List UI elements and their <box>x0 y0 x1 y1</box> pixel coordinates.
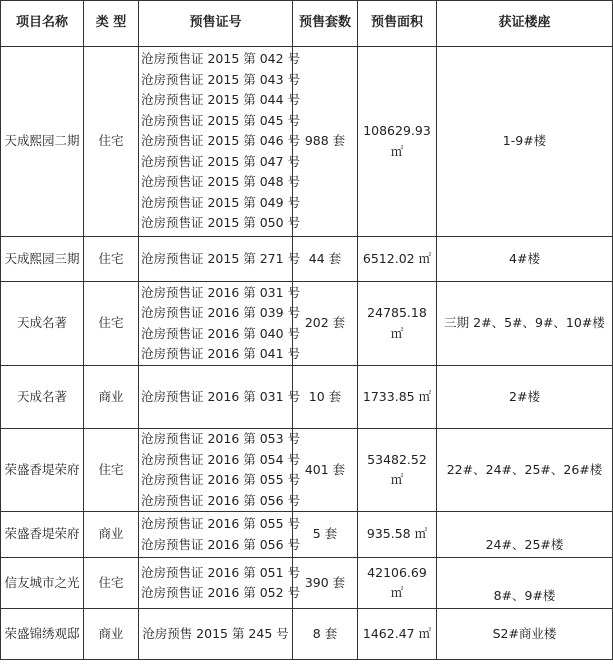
type-cell: 住宅 <box>84 237 139 282</box>
table-row <box>1 282 613 366</box>
area-cell: 53482.52 ㎡ <box>358 429 437 512</box>
buildings-cell: 22#、24#、25#、26#楼 <box>437 429 613 512</box>
cert-number: 沧房预售证 2015 第 042 号 <box>141 51 301 67</box>
area-cell: 935.58 ㎡ <box>358 512 437 558</box>
buildings-cell: 8#、9#楼 <box>437 558 613 609</box>
project-name-cell: 荣盛香堤荣府 <box>1 512 84 558</box>
units-cell: 44 套 <box>293 237 358 282</box>
buildings-cell: 24#、25#楼 <box>437 512 613 558</box>
buildings-cell: 2#楼 <box>437 366 613 429</box>
cert-number: 沧房预售证 2016 第 054 号 <box>141 451 301 467</box>
header-area: 预售面积 <box>358 1 437 47</box>
cert-number: 沧房预售证 2015 第 048 号 <box>141 174 301 190</box>
buildings-cell: 4#楼 <box>437 237 613 282</box>
cert-cell <box>139 609 293 660</box>
project-name-cell: 天成名著 <box>1 282 84 366</box>
units-cell: 5 套 <box>293 512 358 558</box>
table-row <box>1 558 613 609</box>
table-row <box>1 47 613 237</box>
cert-number: 沧房预售证 2015 第 043 号 <box>141 71 301 87</box>
units-cell: 988 套 <box>293 47 358 237</box>
type-cell: 住宅 <box>84 47 139 237</box>
project-name-cell: 荣盛锦绣观邸 <box>1 609 84 660</box>
header-units: 预售套数 <box>293 1 358 47</box>
table-row <box>1 429 613 512</box>
type-cell: 住宅 <box>84 282 139 366</box>
cert-number: 沧房预售证 2016 第 053 号 <box>141 431 301 446</box>
cert-number: 沧房预售证 2016 第 055 号 <box>141 516 301 531</box>
cert-number: 沧房预售证 2015 第 044 号 <box>141 92 301 108</box>
cert-number: 沧房预售证 2016 第 055 号 <box>141 472 301 487</box>
units-cell: 401 套 <box>293 429 358 512</box>
project-name-cell: 信友城市之光 <box>1 558 84 609</box>
cert-number: 沧房预售证 2016 第 039 号 <box>141 305 301 320</box>
header-cert-no: 预售证号 <box>139 1 293 47</box>
table-row <box>1 609 613 660</box>
area-cell: 108629.93 ㎡ <box>358 47 437 237</box>
area-cell: 42106.69 ㎡ <box>358 558 437 609</box>
cert-number: 沧房预售证 2015 第 050 号 <box>141 215 301 231</box>
area-cell: 1462.47 ㎡ <box>358 609 437 660</box>
project-name-cell: 天成名著 <box>1 366 84 429</box>
table-row <box>1 237 613 282</box>
header-type: 类 型 <box>84 1 139 47</box>
header-project-name: 项目名称 <box>1 1 84 47</box>
units-cell: 202 套 <box>293 282 358 366</box>
buildings-cell: 1-9#楼 <box>437 47 613 237</box>
header-buildings: 获证楼座 <box>437 1 613 47</box>
cert-cell <box>139 512 301 558</box>
buildings-cell: 三期 2#、5#、9#、10#楼 <box>437 282 613 366</box>
cert-number: 沧房预售证 2016 第 041 号 <box>141 346 301 361</box>
units-cell: 10 套 <box>293 366 358 429</box>
project-name-cell: 天成熙园三期 <box>1 237 84 282</box>
cert-number: 沧房预售证 2016 第 031 号 <box>141 284 301 300</box>
type-cell: 商业 <box>84 512 139 558</box>
type-cell: 商业 <box>84 366 139 429</box>
cert-number: 沧房预售证 2015 第 046 号 <box>141 133 301 149</box>
buildings-cell: S2#商业楼 <box>437 609 613 660</box>
area-cell: 24785.18 ㎡ <box>358 282 437 366</box>
cert-number: 沧房预售证 2016 第 031 号 <box>141 388 301 404</box>
cert-number: 沧房预售证 2016 第 056 号 <box>141 536 301 552</box>
cert-cell <box>139 366 301 429</box>
cert-number: 沧房预售证 2015 第 047 号 <box>141 153 301 169</box>
project-name-cell: 荣盛香堤荣府 <box>1 429 84 512</box>
cert-cell <box>139 429 301 512</box>
units-cell: 390 套 <box>293 558 358 609</box>
cert-number: 沧房预售证 2015 第 045 号 <box>141 112 301 128</box>
type-cell: 商业 <box>84 609 139 660</box>
cert-cell <box>139 237 301 282</box>
area-cell: 6512.02 ㎡ <box>358 237 437 282</box>
cert-number: 沧房预售证 2016 第 040 号 <box>141 325 301 341</box>
type-cell: 住宅 <box>84 429 139 512</box>
type-cell: 住宅 <box>84 558 139 609</box>
cert-number: 沧房预售证 2015 第 271 号 <box>141 250 301 266</box>
table-row <box>1 512 613 558</box>
header-row <box>1 1 613 47</box>
cert-cell <box>139 282 301 366</box>
units-cell: 8 套 <box>293 609 358 660</box>
cert-number: 沧房预售证 2016 第 052 号 <box>141 585 301 600</box>
table-row <box>1 366 613 429</box>
cert-number: 沧房预售证 2016 第 056 号 <box>141 492 301 508</box>
cert-cell <box>139 558 301 609</box>
cert-number: 沧房预售 2015 第 245 号 <box>142 625 289 641</box>
cert-number: 沧房预售证 2015 第 049 号 <box>141 194 301 210</box>
cert-number: 沧房预售证 2016 第 051 号 <box>141 564 301 580</box>
area-cell: 1733.85 ㎡ <box>358 366 437 429</box>
cert-cell <box>139 47 301 237</box>
project-name-cell: 天成熙园二期 <box>1 47 84 237</box>
